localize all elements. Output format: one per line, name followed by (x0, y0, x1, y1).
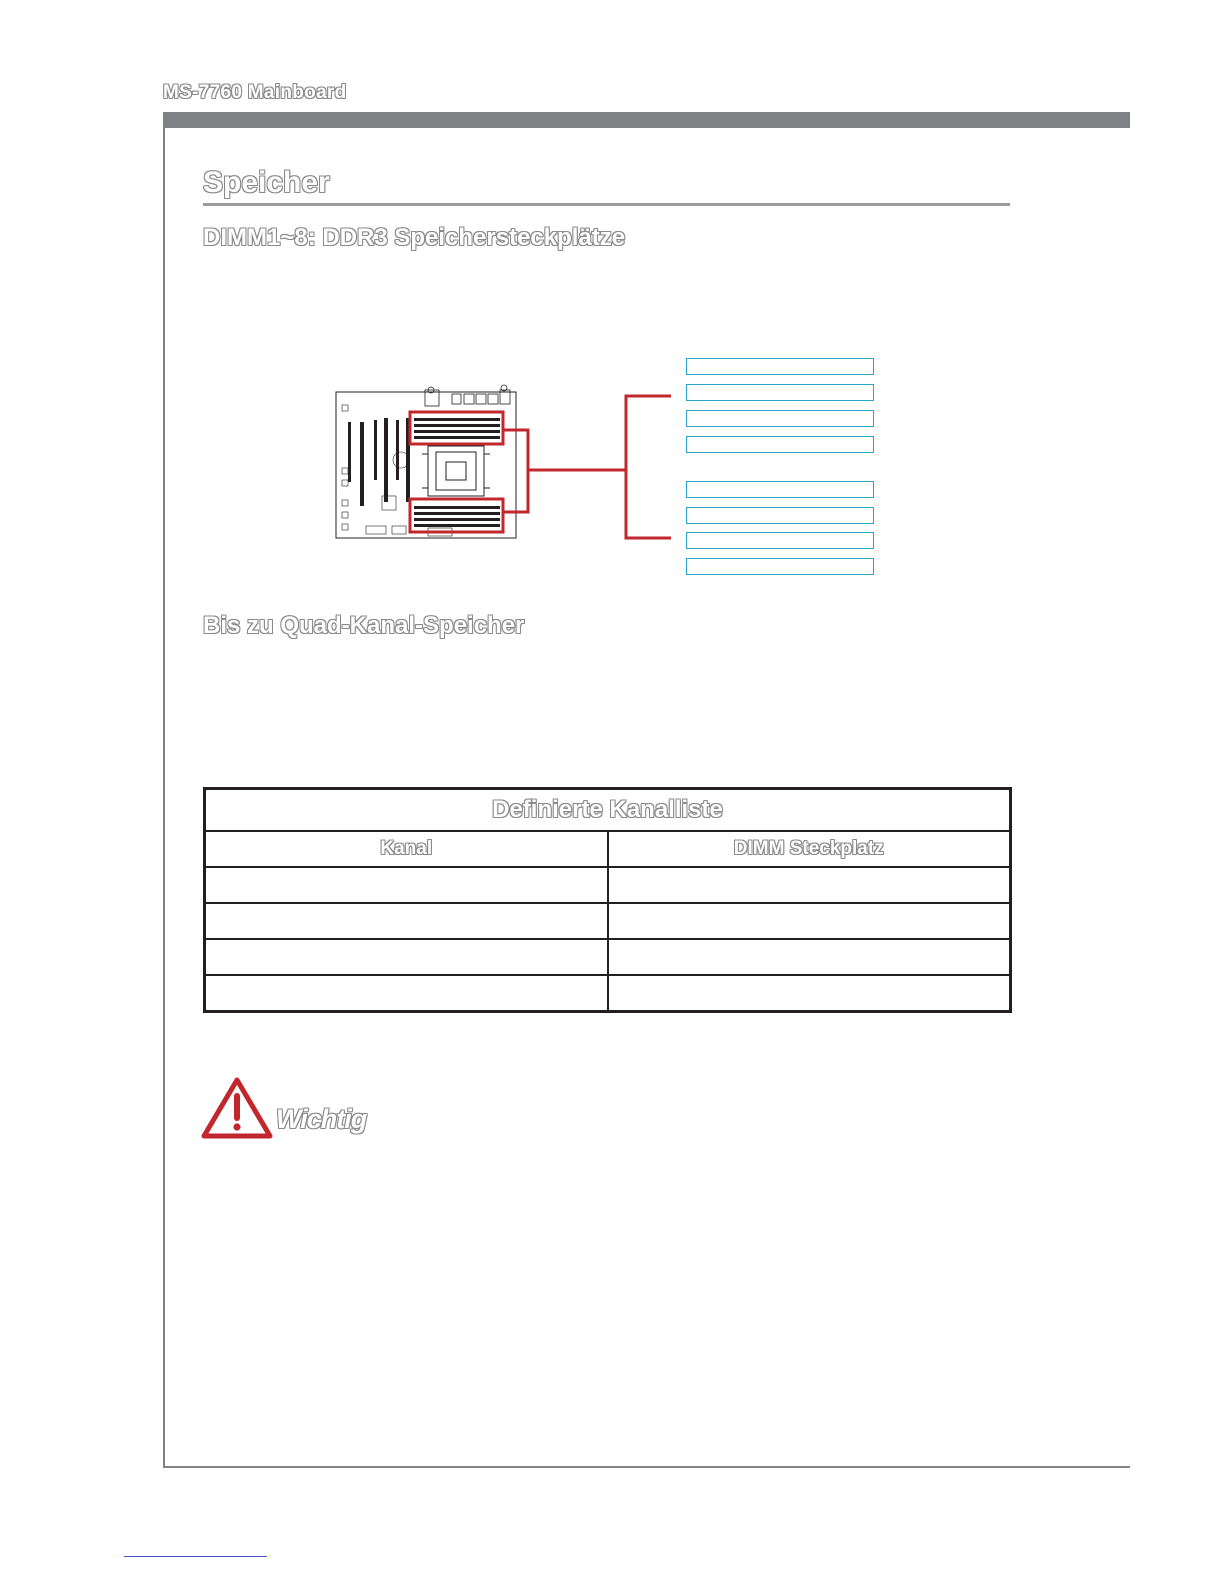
subheading-dimm-slots: DIMM1~8: DDR3 Speichersteckplätze (203, 224, 626, 251)
dimm-slot-label (686, 410, 874, 427)
warning-title: Wichtig (276, 1104, 367, 1134)
table-row (205, 867, 1011, 903)
channel-table (203, 787, 1012, 1013)
table-cell (608, 867, 1011, 903)
table-cell (205, 939, 608, 975)
dimm-slot-label (686, 384, 874, 401)
table-cell (205, 975, 608, 1012)
bottom-rule (163, 1466, 1130, 1468)
section-underline (203, 203, 1010, 206)
mainboard-dimm-diagram (330, 350, 680, 590)
subheading-quad-channel: Bis zu Quad-Kanal-Speicher (203, 612, 525, 639)
table-cell (205, 903, 608, 939)
footer-line (124, 1556, 267, 1557)
table-row (205, 903, 1011, 939)
section-title: Speicher (203, 166, 330, 199)
table-cell (608, 975, 1011, 1012)
table-cell (205, 867, 608, 903)
table-cell (608, 903, 1011, 939)
table-cell (608, 939, 1011, 975)
dimm-slot-label (686, 481, 874, 498)
table-row (205, 975, 1011, 1012)
running-header: MS-7760 Mainboard (163, 82, 347, 103)
dimm-slot-label (686, 436, 874, 453)
table-header-dimm-slot: DIMM Steckplatz (608, 831, 1011, 867)
left-margin-rule (163, 112, 165, 1468)
warning-triangle-icon (201, 1076, 273, 1140)
dimm-slot-label (686, 507, 874, 524)
callout-lines (503, 396, 671, 538)
table-row (205, 939, 1011, 975)
header-bar (163, 112, 1130, 128)
dimm-slot-label (686, 532, 874, 549)
table-header-channel: Kanal (205, 831, 608, 867)
table-title: Definierte Kanalliste (205, 789, 1011, 832)
dimm-slot-label (686, 558, 874, 575)
dimm-slot-label (686, 358, 874, 375)
